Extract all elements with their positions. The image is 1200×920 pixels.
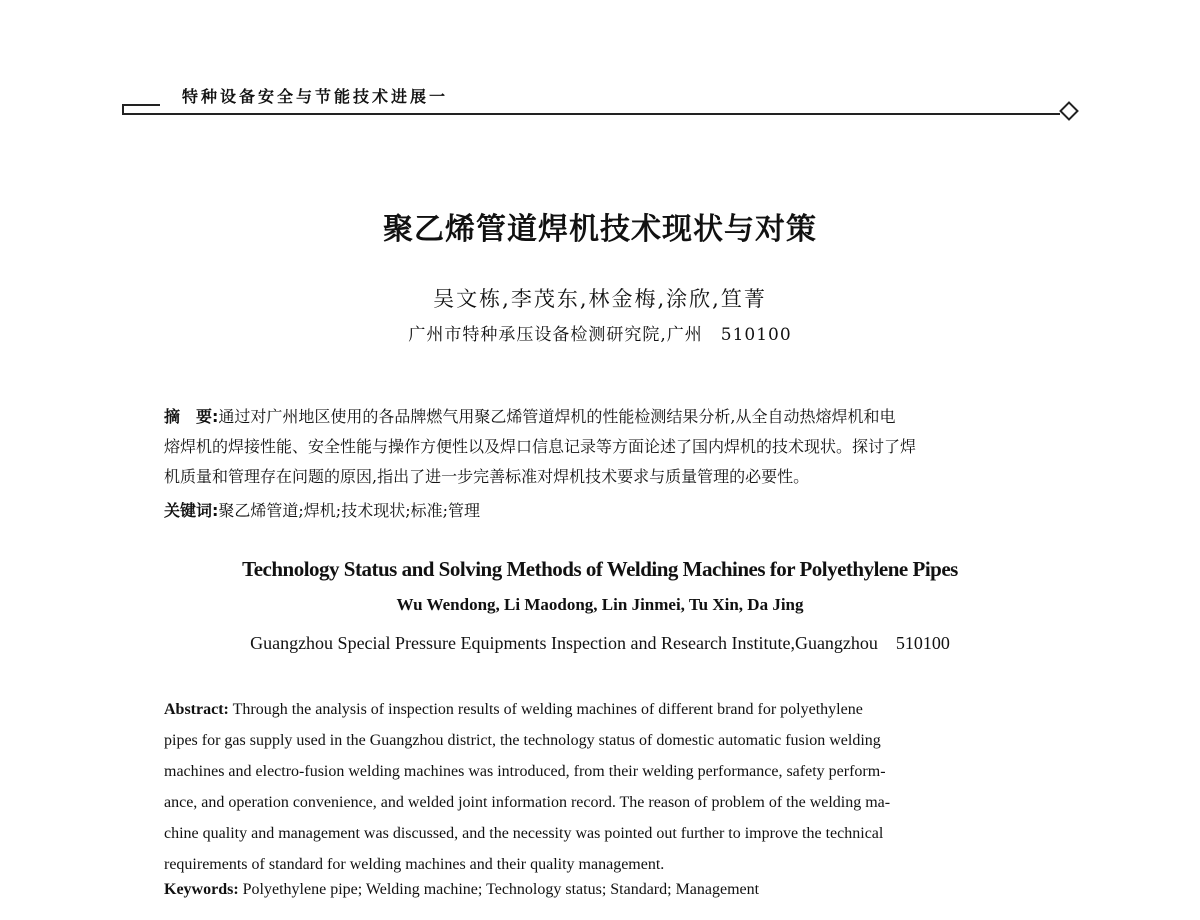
authors-cn: 吴文栋,李茂东,林金梅,涂欣,笪菁: [433, 287, 767, 311]
keywords-cn-label: 关键词:: [164, 501, 219, 520]
header-rule: [122, 113, 1060, 115]
keywords-cn: [164, 498, 480, 521]
abstract-en-line: chine quality and management was discussed, and the necessity was pointed out further to improve the technical: [164, 825, 884, 842]
abstract-en-line: [164, 694, 1044, 725]
keywords-en-text: Polyethylene pipe; Welding machine; Technology status; Standard; Management: [242, 881, 760, 898]
authors-en: Wu Wendong, Li Maodong, Lin Jinmei, Tu Xin, Da Jing: [396, 595, 804, 614]
keywords-en: [164, 881, 759, 899]
abstract-en-text: Through the analysis of inspection results of welding machines of different brand for polyethylene: [232, 701, 863, 718]
paper-title-en: Technology Status and Solving Methods of Welding Machines for Polyethylene Pipes: [242, 557, 958, 581]
abstract-en: [164, 694, 1044, 880]
paper-title-cn: 聚乙烯管道焊机技术现状与对策: [383, 212, 817, 247]
abstract-cn-line: 熔焊机的焊接性能、安全性能与操作方便性以及焊口信息记录等方面论述了国内焊机的技术现状。探讨了焊: [164, 437, 917, 456]
abstract-en-line: pipes for gas supply used in the Guangzhou district, the technology status of domestic automatic fusion welding: [164, 732, 881, 749]
abstract-en-line: machines and electro-fusion welding machines was introduced, from their welding performance, safety perform-: [164, 763, 886, 780]
abstract-cn-text: 通过对广州地区使用的各品牌燃气用聚乙烯管道焊机的性能检测结果分析,从全自动热熔焊机和电: [218, 407, 896, 426]
running-header: 特种设备安全与节能技术进展一: [182, 87, 449, 106]
affiliation-cn: 广州市特种承压设备检测研究院,广州 510100: [408, 325, 792, 345]
affiliation-en: Guangzhou Special Pressure Equipments Inspection and Research Institute,Guangzhou 510100: [250, 633, 950, 653]
abstract-en-line: ance, and operation convenience, and welded joint information record. The reason of problem of the welding ma-: [164, 794, 891, 811]
keywords-en-label: Keywords:: [164, 881, 239, 898]
diamond-icon: [1059, 101, 1079, 121]
abstract-cn-label: 摘 要:: [164, 407, 219, 426]
abstract-cn-line: 机质量和管理存在问题的原因,指出了进一步完善标准对焊机技术要求与质量管理的必要性。: [164, 467, 810, 486]
abstract-en-label: Abstract:: [164, 701, 229, 718]
abstract-cn: [164, 402, 1052, 492]
keywords-cn-text: 聚乙烯管道;焊机;技术现状;标准;管理: [218, 501, 480, 520]
abstract-cn-line: [164, 402, 1052, 432]
abstract-en-line: requirements of standard for welding machines and their quality management.: [164, 856, 665, 873]
